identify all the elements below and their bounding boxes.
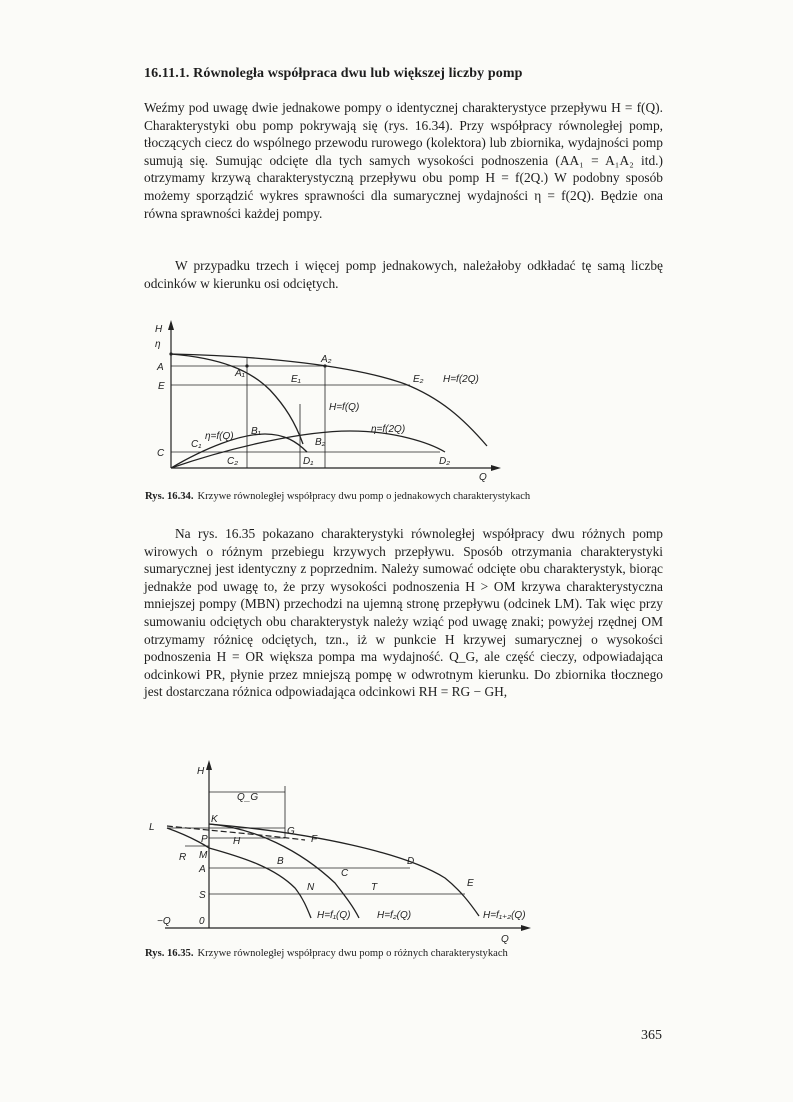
figure-16-35-caption-text: Krzywe równoległej współpracy dwu pomp o różnych charakterystykach bbox=[197, 948, 508, 959]
fig1-curve-h-2q: H=f(2Q) bbox=[443, 374, 479, 385]
fig2-label-p: P bbox=[201, 834, 208, 845]
fig2-neg-q-label: −Q bbox=[157, 916, 171, 927]
fig1-label-b2: B₂ bbox=[315, 437, 326, 448]
fig2-label-l: L bbox=[149, 822, 155, 833]
fig1-curve-h-q: H=f(Q) bbox=[329, 402, 360, 413]
fig2-label-b: B bbox=[277, 856, 284, 867]
fig2-label-m: M bbox=[199, 850, 208, 861]
fig1-label-a1: A₁ bbox=[235, 368, 245, 379]
figure-16-34-caption bbox=[145, 491, 530, 502]
fig1-label-a: A bbox=[157, 362, 164, 373]
fig2-origin-label: 0 bbox=[199, 916, 205, 927]
fig1-label-d1: D₁ bbox=[303, 456, 314, 467]
fig2-label-qg: Q_G bbox=[237, 792, 259, 803]
fig2-axis-q-label: Q bbox=[501, 934, 509, 945]
fig2-label-a: A bbox=[199, 864, 206, 875]
paragraph-3: Na rys. 16.35 pokazano charakterystyki równoległej współpracy dwu różnych pomp wirowych o różnym przebiegu krzywych przepływu. Sposób otrzymania charakterystyki sumarycznej jest identyczny z poprzednim. Należy sumować odcięte obu charakterystyk, biorąc jednakże pod uwagę to, że przy wysokości podnoszenia H > OM krzywa charakterystyczna mniejszej pompy (MBN) przechodzi na ujemną stronę przepływu (odcinek LM). Tak więc przy sumowaniu odciętych obu charakterystyk należy wziąć pod uwagę znaki; powyżej rzędnej OM otrzymamy różnicę odciętych, tzn., iż w punkcie H krzywej sumarycznej o wysokości podnoszenia H = OR większa pompa ma wydajność. Q_G, ale część cieczy, odpowiadająca odcinkowi PR, płynie przez mniejszą pompę w odwrotnym kierunku. Do zbiornika tłocznego jest dostarczana różnica odpowiadająca odcinkowi RH = RG − GH, bbox=[144, 526, 663, 700]
figure-16-35-caption bbox=[145, 948, 508, 959]
section-title: 16.11.1. Równoległa współpraca dwu lub większej liczby pomp bbox=[144, 66, 523, 81]
fig2-curve-f1: H=f₁(Q) bbox=[317, 910, 351, 921]
fig2-label-d: D bbox=[407, 856, 415, 867]
fig2-label-t: T bbox=[371, 882, 378, 893]
fig1-axis-h-label: H bbox=[155, 324, 163, 335]
figure-16-34 bbox=[145, 318, 510, 483]
fig1-label-a2: A₂ bbox=[321, 354, 332, 365]
fig1-label-e: E bbox=[158, 381, 165, 392]
fig2-curve-f2: H=f₂(Q) bbox=[377, 910, 412, 921]
fig1-label-c: C bbox=[157, 448, 165, 459]
fig1-axis-eta-label: η bbox=[155, 339, 161, 350]
paragraph-1: Weźmy pod uwagę dwie jednakowe pompy o identycznej charakterystyce przepływu H = f(Q). Charakterystyki obu pomp pokrywają się (rys. 16.34). Przy współpracy równoległej pomp, tłoczących ciecz do wspólnego przewodu rurowego (kolektora) lub zbiornika, wydajności pomp sumują się. Sumując odcięte dla tych samych wysokości podnoszenia (AA₁ = A₁A₂ itd.) otrzymamy krzywą charakterystyczną przepływu obu pomp H = f(2Q.) W podobny sposób możemy sporządzić wykres sprawności dla sumarycznej wydajności η = f(2Q). Będzie ona równa sprawności każdej pompy. bbox=[144, 100, 663, 221]
fig1-label-b1: B₁ bbox=[251, 426, 261, 437]
fig2-label-k: K bbox=[211, 814, 218, 825]
fig1-label-c2: C₂ bbox=[227, 456, 239, 467]
fig2-curve-f12: H=f₁₊₂(Q) bbox=[483, 910, 526, 921]
fig1-curve-eta-q: η=f(Q) bbox=[205, 431, 234, 442]
fig1-curve-eta-2q: η=f(2Q) bbox=[371, 424, 406, 435]
fig2-label-g: G bbox=[287, 826, 295, 837]
page-number: 365 bbox=[641, 1028, 662, 1043]
figure-16-34-caption-text: Krzywe równoległej współpracy dwu pomp o jednakowych charakterystykach bbox=[197, 491, 531, 502]
figure-16-35-caption-number: Rys. 16.35. bbox=[145, 948, 194, 959]
fig2-axis-h-label: H bbox=[197, 766, 205, 777]
fig1-label-e2: E₂ bbox=[413, 374, 424, 385]
paragraph-2: W przypadku trzech i więcej pomp jednakowych, należałoby odkładać tę samą liczbę odcinków w kierunku osi odciętych. bbox=[144, 258, 663, 291]
fig2-label-c: C bbox=[341, 868, 349, 879]
fig1-label-e1: E₁ bbox=[291, 374, 301, 385]
fig2-label-r: R bbox=[179, 852, 187, 863]
figure-16-35 bbox=[145, 758, 545, 948]
fig2-label-e: E bbox=[467, 878, 474, 889]
fig2-label-f: F bbox=[311, 834, 318, 845]
figure-16-34-caption-number: Rys. 16.34. bbox=[145, 491, 194, 502]
fig1-axis-q-label: Q bbox=[479, 472, 487, 483]
fig1-label-d2: D₂ bbox=[439, 456, 451, 467]
fig2-label-s: S bbox=[199, 890, 206, 901]
fig2-label-h: H bbox=[233, 836, 241, 847]
fig1-label-c1: C₁ bbox=[191, 439, 202, 450]
fig2-label-n: N bbox=[307, 882, 315, 893]
